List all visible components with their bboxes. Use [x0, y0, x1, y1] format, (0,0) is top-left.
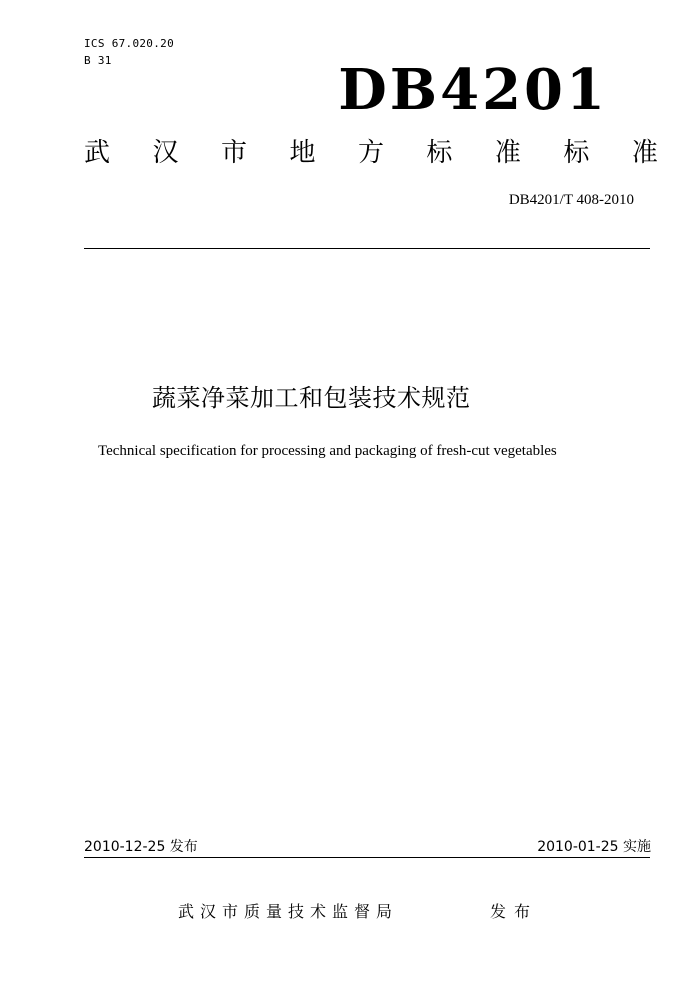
- title-english: Technical specification for processing and packaging of fresh-cut vegetables: [98, 443, 557, 459]
- standard-type-char: 武: [84, 138, 111, 168]
- issue-label: 发布: [490, 902, 539, 921]
- standard-logo: DB4201: [338, 57, 608, 123]
- standard-type-char: 准: [631, 138, 658, 168]
- ics-code: ICS 67.020.20: [84, 37, 174, 50]
- ccs-code: B 31: [84, 54, 112, 67]
- standard-type-heading: [84, 136, 658, 170]
- standard-type-char: 市: [220, 138, 247, 168]
- header-divider: [84, 248, 650, 249]
- title-chinese: 蔬菜净菜加工和包装技术规范: [152, 384, 471, 412]
- standard-type-char: 准: [494, 138, 521, 168]
- implementation-date: 2010-01-25 实施: [537, 839, 651, 855]
- standard-type-char: 地: [289, 138, 316, 168]
- standard-type-char: 标: [563, 138, 590, 168]
- standard-type-char: 汉: [152, 138, 179, 168]
- issuing-authority: 武汉市质量技术监督局: [178, 902, 399, 921]
- standard-type-char: 方: [357, 138, 384, 168]
- standard-type-char: 标: [426, 138, 453, 168]
- standard-number: DB4201/T 408-2010: [508, 192, 634, 208]
- footer-divider: [84, 857, 650, 858]
- issue-date: 2010-12-25 发布: [84, 839, 198, 855]
